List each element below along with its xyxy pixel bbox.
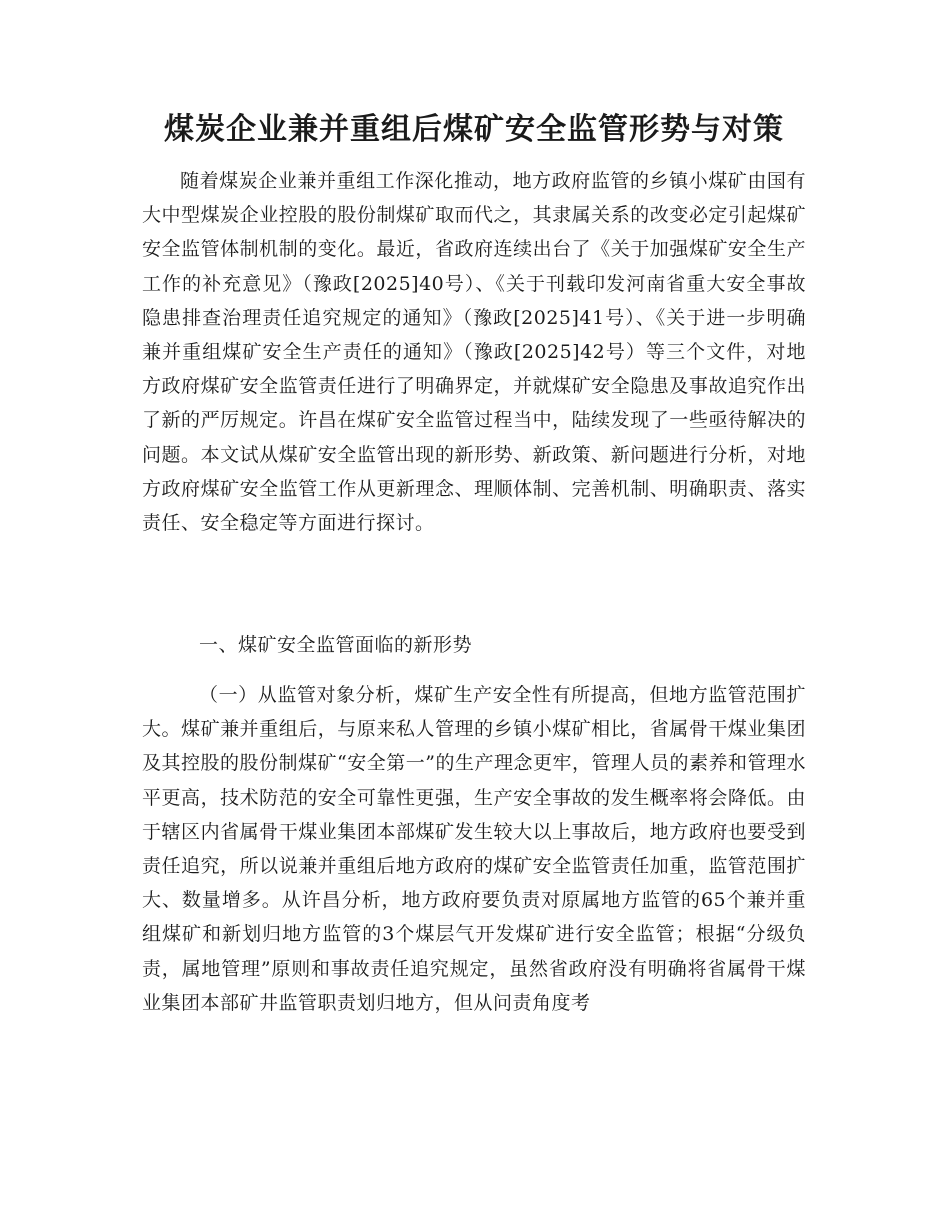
intro-paragraph: 随着煤炭企业兼并重组工作深化推动，地方政府监管的乡镇小煤矿由国有大中型煤炭企业控股的股份制煤矿取而代之，其隶属关系的改变必定引起煤矿安全监管体制机制的变化。最近，省政府连续出台了《关于加强煤矿安全生产工作的补充意见》（豫政[2025]40号）、《关于刊载印发河南省重大安全事故隐患排查治理责任追究规定的通知》（豫政[2025]41号）、《关于进一步明确兼并重组煤矿安全生产责任的通知》（豫政[2025]42号）等三个文件，对地方政府煤矿安全监管责任进行了明确界定，并就煤矿安全隐患及事故追究作出了新的严厉规定。许昌在煤矿安全监管过程当中，陆续发现了一些亟待解决的问题。本文试从煤矿安全监管出现的新形势、新政策、新问题进行分析，对地方政府煤矿安全监管工作从更新理念、理顺体制、完善机制、明确职责、落实责任、安全稳定等方面进行探讨。 — [142, 170, 806, 535]
section-heading: 一、煤矿安全监管面临的新形势 — [199, 634, 473, 656]
section-paragraph: （一）从监管对象分析，煤矿生产安全性有所提高，但地方监管范围扩大。煤矿兼并重组后，与原来私人管理的乡镇小煤矿相比，省属骨干煤业集团及其控股的股份制煤矿“安全第一”的生产理念更牢，管理人员的素养和管理水平更高，技术防范的安全可靠性更强，生产安全事故的发生概率将会降低。由于辖区内省属骨干煤业集团本部煤矿发生较大以上事故后，地方政府也要受到责任追究，所以说兼并重组后地方政府的煤矿安全监管责任加重，监管范围扩大、数量增多。从许昌分析，地方政府要负责对原属地方监管的65个兼并重组煤矿和新划归地方监管的3个煤层气开发煤矿进行安全监管；根据“分级负责，属地管理”原则和事故责任追究规定，虽然省政府没有明确将省属骨干煤业集团本部矿井监管职责划归地方，但从问责角度考 — [142, 684, 806, 1014]
document-title: 煤炭企业兼并重组后煤矿安全监管形势与对策 — [164, 112, 784, 147]
